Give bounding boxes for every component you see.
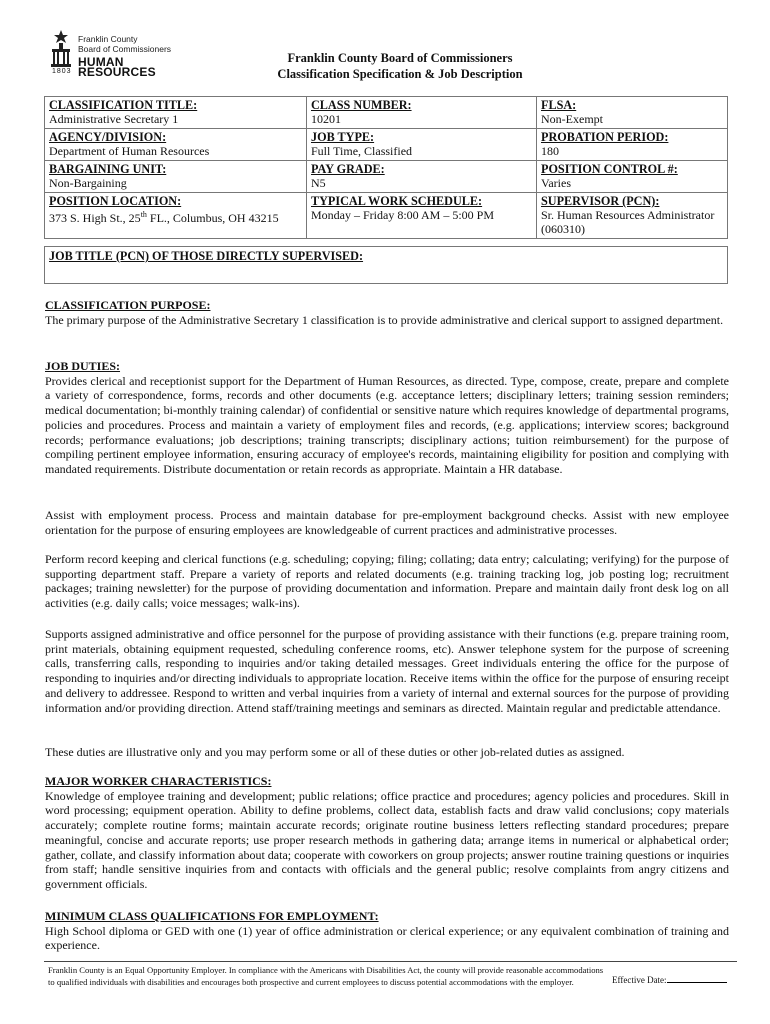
logo-year: 1803 [52,68,72,75]
supervisor-cell [537,193,728,239]
effective-date [612,975,727,985]
work-schedule-value: Monday – Friday 8:00 AM – 5:00 PM [311,208,495,222]
pay-grade-label: PAY GRADE: [311,162,385,176]
header-doc-title: Classification Specification & Job Description [277,67,523,81]
classification-title-value: Administrative Secretary 1 [49,112,179,126]
footer-eeo-statement: Franklin County is an Equal Opportunity Employer. In compliance with the Americans with Disabilities Act, the county will provide reasonable accommodations to qualified individuals with disabilities and encourages both prospective and current employees to discuss potential accommodations with the employer. [48,965,604,987]
classification-purpose-section [45,298,729,327]
probation-period-value: 180 [541,144,559,158]
supervisor-value: Sr. Human Resources Administrator (060310) [541,208,715,236]
probation-period-cell [537,129,728,161]
directly-supervised-box [44,246,728,284]
position-control-cell [537,161,728,193]
agency-division-cell [45,129,307,161]
position-location-value: 373 S. High St., 25th FL., Columbus, OH 43215 [49,210,279,225]
logo-hr-text: HUMAN RESOURCES [78,55,156,79]
footer-divider [44,961,737,962]
agency-division-value: Department of Human Resources [49,144,210,158]
minimum-qualifications-heading: MINIMUM CLASS QUALIFICATIONS FOR EMPLOYMENT: [45,909,379,923]
position-location-label: POSITION LOCATION: [49,194,182,208]
position-location-cell [45,193,307,239]
pay-grade-cell [307,161,537,193]
logo-board-text: Board of Commissioners [78,44,172,54]
effective-date-label: Effective Date: [612,975,667,985]
job-duties-heading: JOB DUTIES: [45,359,121,373]
minimum-qualifications-text: High School diploma or GED with one (1) year of office administration or clerical experience; or any equivalent combination of training and experience. [45,923,729,953]
classification-purpose-text: The primary purpose of the Administrative Secretary 1 classification is to provide administrative and clerical support to assigned department. [45,312,724,327]
worker-characteristics-heading: MAJOR WORKER CHARACTERISTICS: [45,774,272,788]
probation-period-label: PROBATION PERIOD: [541,130,669,144]
job-info-table [44,96,728,239]
job-type-value: Full Time, Classified [311,144,413,158]
bargaining-unit-label: BARGAINING UNIT: [49,162,167,176]
pay-grade-value: N5 [311,176,326,190]
table-row [45,129,728,161]
document-header [0,50,770,82]
flsa-label: FLSA: [541,98,577,112]
job-type-label: JOB TYPE: [311,130,375,144]
minimum-qualifications-section [45,909,729,953]
logo-county-text: Franklin County [78,34,138,44]
flsa-value: Non-Exempt [541,112,603,126]
bargaining-unit-cell [45,161,307,193]
table-row [45,97,728,129]
job-duties-paragraph-1: Provides clerical and receptionist support for the Department of Human Resources, as directed. Type, compose, create, prepare and complete a variety of correspondence, forms, records and other documents (e.g. acceptance letters; disciplinary letters; training session reminders; medical documentation; bi-monthly training calendar) of confidential or sensitive nature which requires knowledge of departmental programs, policies and procedures. Process and maintain a variety of employment files and records, (e.g. applications; interview scores; background records; performance evaluations; job descriptions; training transcripts; disciplinary actions; tuition reimbursement) for the purpose of compiling pertinent employee information, ensuring accuracy of employee's records, maintaining eligibility for position and complying with mandated requirements. Distribute documentation or retain records as appropriate. Maintain a HR database. [45,373,729,476]
position-control-value: Varies [541,176,571,190]
classification-title-cell [45,97,307,129]
work-schedule-cell [307,193,537,239]
worker-characteristics-section [45,774,729,892]
classification-purpose-heading: CLASSIFICATION PURPOSE: [45,298,211,312]
flsa-cell [537,97,728,129]
worker-characteristics-text: Knowledge of employee training and development; public relations; office practice and procedures; agency policies and procedures. Skill in word processing; equipment operation. Ability to define problems, collect data, establish facts and draw valid conclusions; copy materials accurately; complete routine forms; maintain accurate records; originate routine business letters reflecting standard procedures; prepare meaningful, concise and accurate reports; use proper research methods in gathering data; arrange items in numerical or alphabetical order; gather, collate, and classify information about data; cooperate with coworkers on group projects; answer routine training questions or inquiries from staff; handle sensitive inquiries from and contacts with officials and the general public; resolve complaints from angry citizens and government officials. [45,788,729,891]
header-org: Franklin County Board of Commissioners [287,51,513,65]
bargaining-unit-value: Non-Bargaining [49,176,127,190]
classification-title-label: CLASSIFICATION TITLE: [49,98,198,112]
position-control-label: POSITION CONTROL #: [541,162,678,176]
work-schedule-label: TYPICAL WORK SCHEDULE: [311,194,483,208]
job-duties-paragraph-5: These duties are illustrative only and you may perform some or all of these duties or other job-related duties as assigned. [45,745,625,759]
table-row [45,193,728,239]
job-duties-paragraph-2: Assist with employment process. Process and maintain database for pre-employment background checks. Assist with new employee orientation for the purpose of ensuring employees are knowledgeable of current practices and administrative processes. [45,508,729,537]
class-number-label: CLASS NUMBER: [311,98,412,112]
supervisor-label: SUPERVISOR (PCN): [541,194,660,208]
directly-supervised-label: JOB TITLE (PCN) OF THOSE DIRECTLY SUPERVISED: [49,249,364,263]
job-type-cell [307,129,537,161]
effective-date-blank [667,982,727,983]
class-number-value: 10201 [311,112,341,126]
job-duties-paragraph-4: Supports assigned administrative and office personnel for the purpose of providing assistance with their functions (e.g. prepare training room, print materials, obtaining equipment requested, scheduling conference rooms, etc). Answer telephone system for the purpose of screening calls, transferring calls, responding to inquiries and/or taking detailed messages. Greet individuals entering the office for the purpose of responding to inquiries and/or directing individuals to appropriate location. Receive items within the office for the purpose of ensuring receipt and delivery to addressee. Respond to written and verbal inquiries from a variety of internal and external sources for the purpose of providing information and/or providing direction. Attend staff/training meetings and seminars as directed. Maintain regular and predictable attendance. [45,627,729,715]
agency-division-label: AGENCY/DIVISION: [49,130,167,144]
class-number-cell [307,97,537,129]
table-row [45,161,728,193]
job-duties-paragraph-3: Perform record keeping and clerical functions (e.g. scheduling; copying; filing; collating; data entry; calculating; verifying) for the purpose of supporting department staff. Prepare a variety of reports and related documents (e.g. training tracking log, job posting log; recruitment packages; training newsletter) for the purpose of providing documentation and information. Prepare and maintain daily front desk log on all activities (e.g. daily calls; voice messages; walk-ins). [45,552,729,611]
job-duties-section [45,359,729,477]
